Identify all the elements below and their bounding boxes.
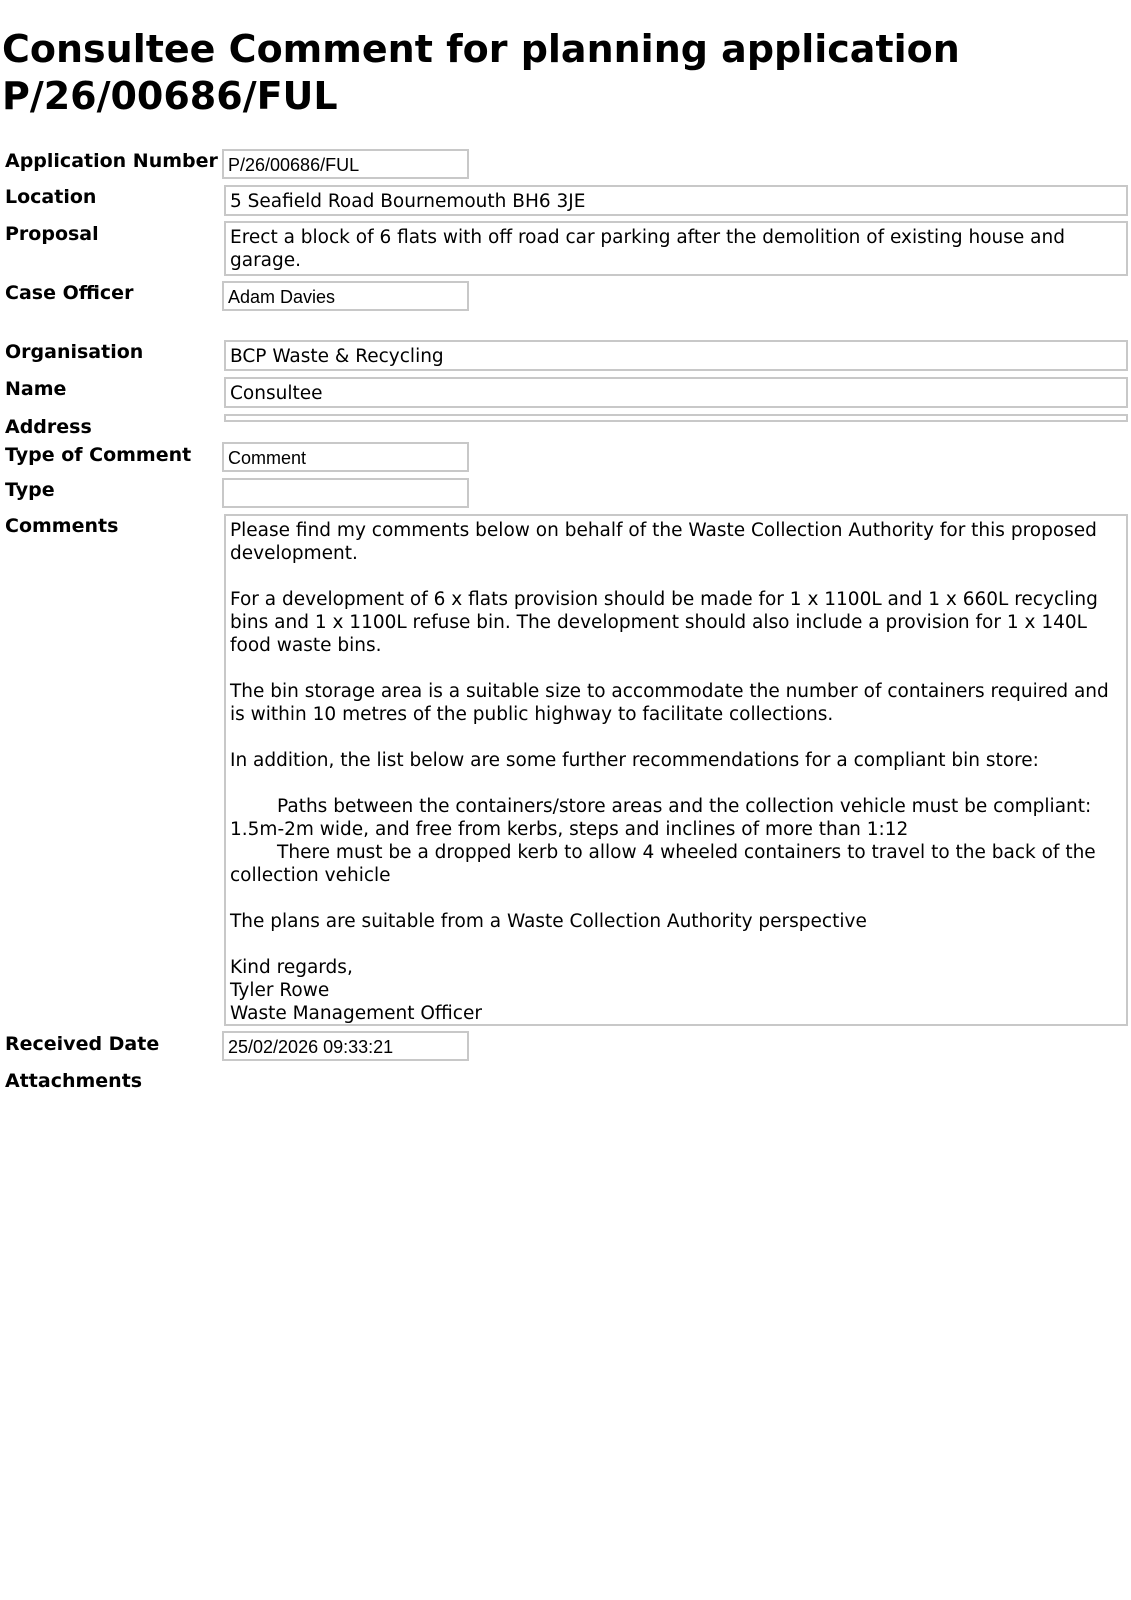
application-number-field: P/26/00686/FUL [222,149,469,179]
proposal-label: Proposal [5,223,99,245]
comments-field [224,514,1128,1026]
comments-label: Comments [5,515,119,537]
page-title [2,26,1122,120]
page-title-line-1: Consultee Comment for planning application [2,27,960,71]
application-number-label: Application Number [5,150,218,172]
organisation-label: Organisation [5,341,144,363]
case-officer-field: Adam Davies [222,281,469,311]
comments-text: Please find my comments below on behalf of the Waste Collection Authority for this proposed development. For a development of 6 x flats provision should be made for 1 x 1100L and 1 x 660L recycling bins and 1 x 1100L refuse bin. The development should also include a provision for 1 x 140L food waste bins. The bin storage area is a suitable size to accommodate the number of containers required and is within 10 metres of the public highway to facilitate collections. In addition, the list below are some further recommendations for a compliant bin store: Paths between the containers/store areas and the collection vehicle must be compliant: 1.5m-2m wide, and free from kerbs, steps and inclines of more than 1:12 There must be a dropped kerb to allow 4 wheeled containers to travel to the back of the collection vehicle The plans are suitable from a Waste Collection Authority perspective Kind regards, Tyler Rowe Waste Management Officer [230,520,1109,1024]
organisation-field: BCP Waste & Recycling [224,340,1128,371]
name-label: Name [5,378,67,400]
received-date-field: 25/02/2026 09:33:21 [222,1031,469,1061]
address-label: Address [5,416,92,438]
proposal-field: Erect a block of 6 flats with off road car parking after the demolition of existing house and garage. [224,221,1128,276]
attachments-label: Attachments [5,1070,143,1092]
location-label: Location [5,186,97,208]
type-of-comment-label: Type of Comment [5,444,192,466]
name-field: Consultee [224,377,1128,408]
location-field: 5 Seafield Road Bournemouth BH6 3JE [224,185,1128,216]
address-field [224,414,1128,422]
case-officer-label: Case Officer [5,282,134,304]
type-label: Type [5,479,55,501]
type-field [222,478,469,508]
type-of-comment-field: Comment [222,442,469,472]
received-date-label: Received Date [5,1033,160,1055]
page-title-line-2: P/26/00686/FUL [2,74,338,118]
